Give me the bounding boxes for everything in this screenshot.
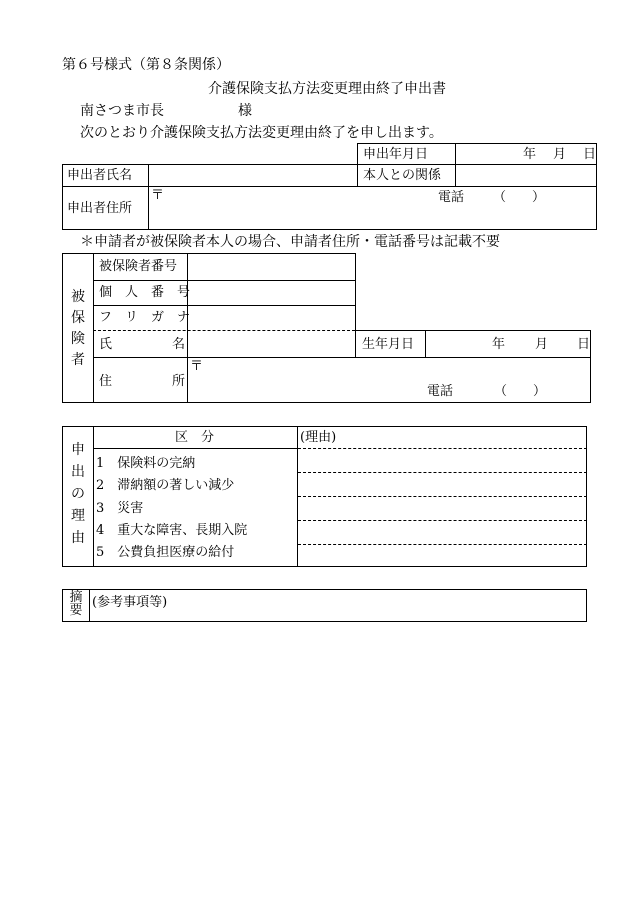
honorific: 様 (238, 103, 252, 119)
personal-number-field[interactable] (188, 281, 355, 305)
note-text: ＊申請者が被保険者本人の場合、申請者住所・電話番号は記載不要 (80, 234, 500, 250)
birth-year: 年 (492, 337, 506, 352)
summary-reference: (参考事項等) (92, 595, 168, 610)
category-header: 区 分 (175, 430, 215, 445)
insured-phone-label: 電話 (427, 384, 454, 399)
birth-month: 月 (535, 337, 549, 352)
date-field[interactable] (456, 144, 596, 164)
furigana-label: フ リ ガ ナ (99, 310, 191, 325)
furigana-field[interactable] (188, 306, 355, 330)
insured-number-field[interactable] (188, 254, 355, 280)
applicant-name-label: 申出者氏名 (67, 168, 133, 183)
addressee: 南さつま市長 (80, 103, 164, 119)
intro-text: 次のとおり介護保険支払方法変更理由終了を申し出ます。 (80, 125, 443, 141)
applicant-phone-parens: （ ） (493, 190, 546, 205)
insured-postal-mark: 〒 (190, 359, 204, 374)
insured-address-label-1: 住 (99, 374, 113, 389)
form-number: 第６号様式（第８条関係） (62, 57, 230, 73)
reason-item[interactable]: 5 公費負担医療の給付 (96, 545, 235, 560)
insured-number-label: 被保険者番号 (99, 259, 178, 274)
birth-label: 生年月日 (362, 337, 415, 352)
insured-name-label-1: 氏 (99, 337, 113, 352)
applicant-postal-mark: 〒 (151, 188, 165, 203)
reason-header: (理由) (300, 430, 337, 445)
insured-group-label: 被 保 険 者 (71, 289, 85, 368)
insured-address-label-2: 所 (172, 374, 186, 389)
reason-item[interactable]: 2 滞納額の著しい減少 (96, 478, 235, 493)
relation-label: 本人との関係 (363, 168, 442, 183)
summary-field[interactable] (90, 590, 586, 621)
reason-item[interactable]: 3 災害 (96, 501, 144, 516)
reason-text-field[interactable] (298, 449, 586, 566)
applicant-address-label: 申出者住所 (67, 201, 133, 216)
applicant-address-field[interactable] (149, 187, 596, 229)
birth-field[interactable] (426, 331, 590, 357)
applicant-phone-label: 電話 (438, 190, 465, 205)
insured-name-field[interactable] (188, 331, 355, 357)
reason-group-label: 申 出 の 理 由 (71, 442, 85, 546)
date-label: 申出年月日 (363, 147, 429, 162)
birth-day: 日 (577, 337, 591, 352)
insured-address-field[interactable] (188, 358, 590, 402)
date-day: 日 (583, 147, 597, 162)
relation-field[interactable] (456, 165, 596, 186)
date-month: 月 (553, 147, 567, 162)
applicant-name-field[interactable] (149, 165, 356, 186)
insured-phone-parens: （ ） (494, 384, 547, 399)
date-year: 年 (523, 147, 537, 162)
summary-label: 摘 要 (69, 590, 83, 618)
personal-number-label: 個 人 番 号 (99, 285, 191, 300)
reason-item[interactable]: 4 重大な障害、長期入院 (96, 523, 248, 538)
insured-name-label-2: 名 (172, 337, 186, 352)
reason-item[interactable]: 1 保険料の完納 (96, 456, 196, 471)
form-title: 介護保険支払方法変更理由終了申出書 (208, 81, 446, 97)
